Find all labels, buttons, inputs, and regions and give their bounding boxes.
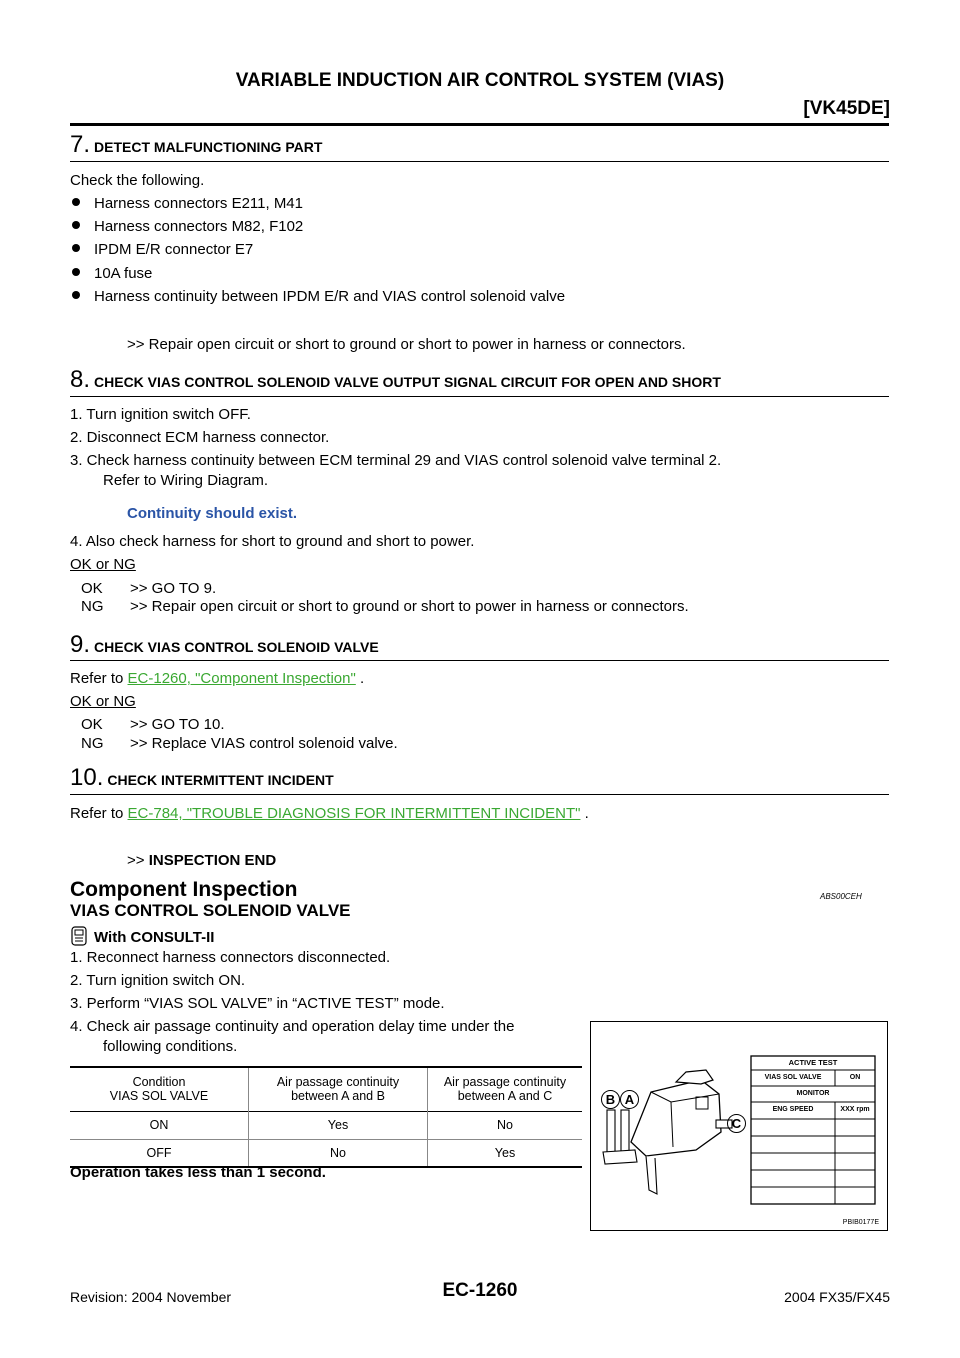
step-9-rule <box>70 660 889 661</box>
section-subtitle: VIAS CONTROL SOLENOID VALVE <box>70 901 351 920</box>
consult-label: With CONSULT-II <box>70 926 214 946</box>
component-step-1: 1. Reconnect harness connectors disconnected. <box>70 949 391 966</box>
engine-code: [VK45DE] <box>803 98 890 119</box>
header-rule <box>70 123 889 126</box>
eng-speed-label: ENG SPEED <box>772 1106 814 1113</box>
ng-label: NG <box>81 598 104 615</box>
component-inspection-link[interactable]: EC-1260, "Component Inspection" <box>127 670 356 687</box>
ok-or-ng-label: OK or NG <box>70 556 136 573</box>
step-9-ref: Refer to EC-1260, "Component Inspection" . <box>70 670 365 687</box>
step-7-rule <box>70 161 889 162</box>
header-condition: Condition VIAS SOL VALVE <box>70 1067 249 1111</box>
step-7-intro: Check the following. <box>70 172 205 189</box>
condition-table <box>70 1066 582 1168</box>
step-8-substep-4: 4. Also check harness for short to ground and short to power. <box>70 533 475 550</box>
step-10-heading: 10. CHECK INTERMITTENT INCIDENT <box>70 764 334 791</box>
step-8-substep-3-ref: Refer to Wiring Diagram. <box>103 472 269 489</box>
step-9-heading: 9. CHECK VIAS CONTROL SOLENOID VALVE <box>70 631 379 658</box>
step-8-rule <box>70 396 889 397</box>
bullet-icon <box>72 221 80 229</box>
figure-box <box>590 1021 888 1231</box>
bullet-icon <box>72 198 80 206</box>
component-step-3: 3. Perform “VIAS SOL VALVE” in “ACTIVE TEST” mode. <box>70 995 445 1012</box>
header-a-b: Air passage continuity between A and B <box>249 1067 428 1111</box>
component-step-2: 2. Turn ignition switch ON. <box>70 972 246 989</box>
ok-label: OK <box>81 580 103 597</box>
ng-label: NG <box>81 735 104 752</box>
step-10-ref: Refer to EC-784, "TROUBLE DIAGNOSIS FOR INTERMITTENT INCIDENT" . <box>70 805 589 822</box>
bullet-icon <box>72 268 80 276</box>
active-test-title: ACTIVE TEST <box>788 1058 838 1067</box>
ok-label: OK <box>81 716 103 733</box>
model-label: 2004 FX35/FX45 <box>784 1289 890 1305</box>
list-item: 10A fuse <box>72 265 152 282</box>
bullet-icon <box>72 244 80 252</box>
table-row: OFF No Yes <box>70 1139 582 1167</box>
inspection-end: >> INSPECTION END <box>127 852 277 869</box>
list-item: Harness continuity between IPDM E/R and VIAS control solenoid valve <box>72 288 565 305</box>
port-c-label: C <box>727 1114 746 1133</box>
vias-sol-valve-value: ON <box>849 1074 861 1081</box>
step-8-substep-3: 3. Check harness continuity between ECM terminal 29 and VIAS control solenoid valve terminal 2. <box>70 452 722 469</box>
section-code: ABS00CEH <box>820 892 862 901</box>
table-header-row <box>70 1067 582 1111</box>
list-item: IPDM E/R connector E7 <box>72 241 253 258</box>
component-step-4: 4. Check air passage continuity and operation delay time under the <box>70 1018 515 1035</box>
port-a-label: A <box>620 1090 639 1109</box>
component-step-4-cont: following conditions. <box>103 1038 238 1055</box>
header-a-c: Air passage continuity between A and C <box>443 1075 567 1104</box>
step-7-heading: 7. DETECT MALFUNCTIONING PART <box>70 131 323 158</box>
list-item: Harness connectors E211, M41 <box>72 195 303 212</box>
step-10-rule <box>70 794 889 795</box>
eng-speed-value: XXX rpm <box>840 1106 870 1113</box>
figure-code: PBIB0177E <box>842 1219 879 1226</box>
step-8-substep-2: 2. Disconnect ECM harness connector. <box>70 429 330 446</box>
ok-result: >> GO TO 10. <box>130 716 225 733</box>
page-title: VARIABLE INDUCTION AIR CONTROL SYSTEM (VIAS) <box>235 70 725 91</box>
section-title: Component Inspection <box>70 878 298 901</box>
port-b-label: B <box>601 1090 620 1109</box>
table-row: ON Yes No <box>70 1111 582 1139</box>
intermittent-incident-link[interactable]: EC-784, "TROUBLE DIAGNOSIS FOR INTERMITTENT INCIDENT" <box>127 805 581 822</box>
page-number: EC-1260 <box>442 1280 518 1301</box>
ok-or-ng-label: OK or NG <box>70 693 136 710</box>
step-8-spec: Continuity should exist. <box>127 505 298 522</box>
revision-label: Revision: 2004 November <box>70 1289 232 1305</box>
ok-result: >> GO TO 9. <box>130 580 217 597</box>
step-8-heading: 8. CHECK VIAS CONTROL SOLENOID VALVE OUTPUT SIGNAL CIRCUIT FOR OPEN AND SHORT <box>70 366 721 393</box>
ng-result: >> Replace VIAS control solenoid valve. <box>130 735 398 752</box>
ng-result: >> Repair open circuit or short to ground or short to power in harness or connectors. <box>130 598 689 615</box>
vias-sol-valve-label: VIAS SOL VALVE <box>764 1074 822 1081</box>
monitor-label: MONITOR <box>796 1090 830 1097</box>
step-7-result: >> Repair open circuit or short to ground or short to power in harness or connectors. <box>127 336 686 353</box>
list-item: Harness connectors M82, F102 <box>72 218 303 235</box>
bullet-icon <box>72 291 80 299</box>
step-8-substep-1: 1. Turn ignition switch OFF. <box>70 406 251 423</box>
operation-note: Operation takes less than 1 second. <box>70 1164 326 1181</box>
consult-tester-icon <box>70 926 88 946</box>
